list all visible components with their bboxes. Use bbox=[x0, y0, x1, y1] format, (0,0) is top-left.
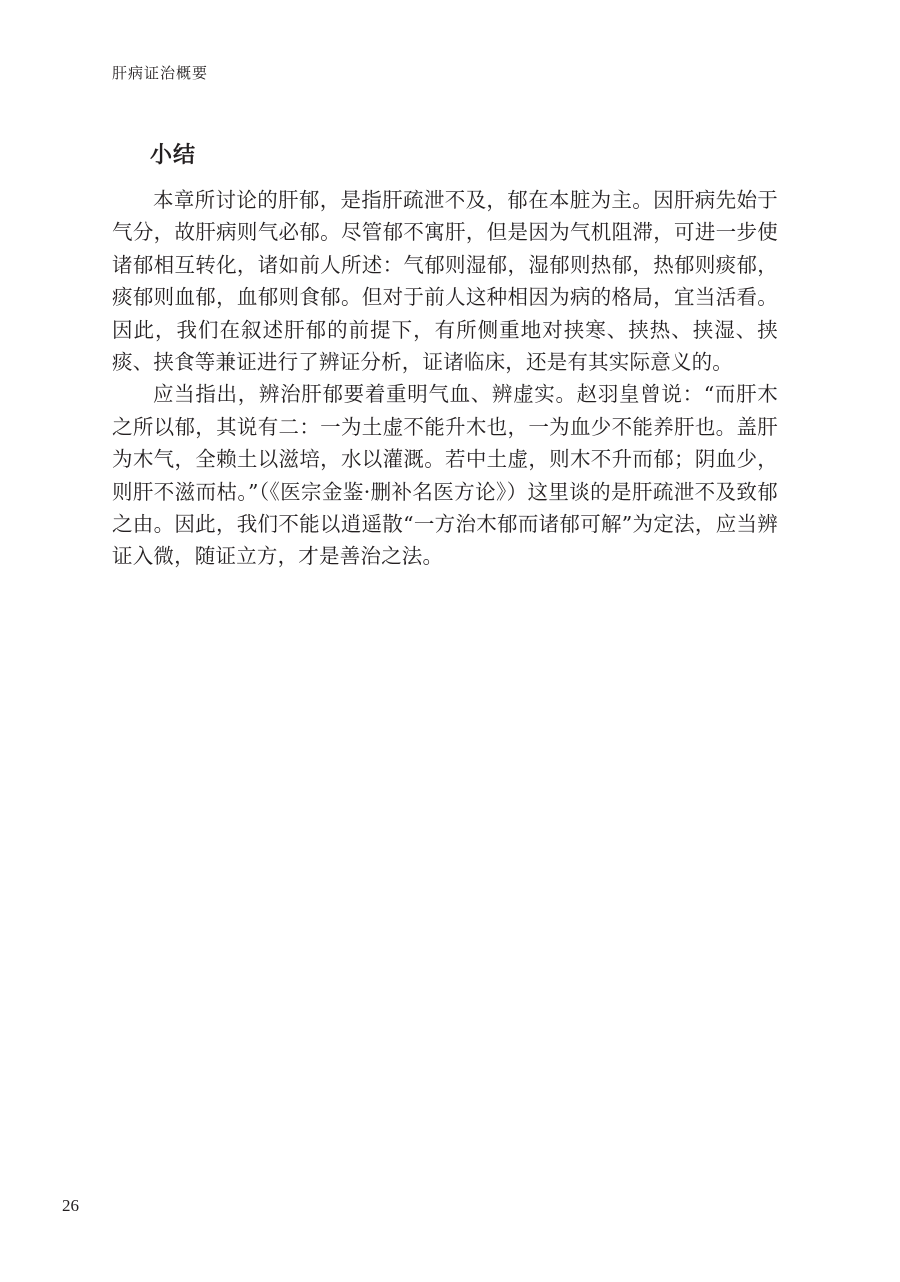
paragraph: 本章所讨论的肝郁，是指肝疏泄不及，郁在本脏为主。因肝病先始于气分，故肝病则气必郁。尽管郁不寓肝，但是因为气机阻滞，可进一步使诸郁相互转化，诸如前人所述：气郁则湿郁，湿郁则热郁，热郁则痰郁，痰郁则血郁，血郁则食郁。但对于前人这种相因为病的格局，宜当活看。因此，我们在叙述肝郁的前提下，有所侧重地对挟寒、挟热、挟湿、挟痰、挟食等兼证进行了辨证分析，证诸临床，还是有其实际意义的。 bbox=[112, 188, 778, 375]
page-number: 26 bbox=[62, 1196, 79, 1215]
running-header: 肝病证治概要 bbox=[112, 64, 209, 82]
body-text bbox=[112, 184, 778, 573]
paragraph: 应当指出，辨治肝郁要着重明气血、辨虚实。赵羽皇曾说：“而肝木之所以郁，其说有二：一为土虚不能升木也，一为血少不能养肝也。盖肝为木气，全赖土以滋培，水以灌溉。若中土虚，则木不升而郁；阴血少，则肝不滋而枯。”（《医宗金鉴·删补名医方论》）这里谈的是肝疏泄不及致郁之由。因此，我们不能以逍遥散“一方治木郁而诸郁可解”为定法，应当辨证入微，随证立方，才是善治之法。 bbox=[112, 382, 778, 569]
section-title: 小结 bbox=[150, 143, 197, 168]
